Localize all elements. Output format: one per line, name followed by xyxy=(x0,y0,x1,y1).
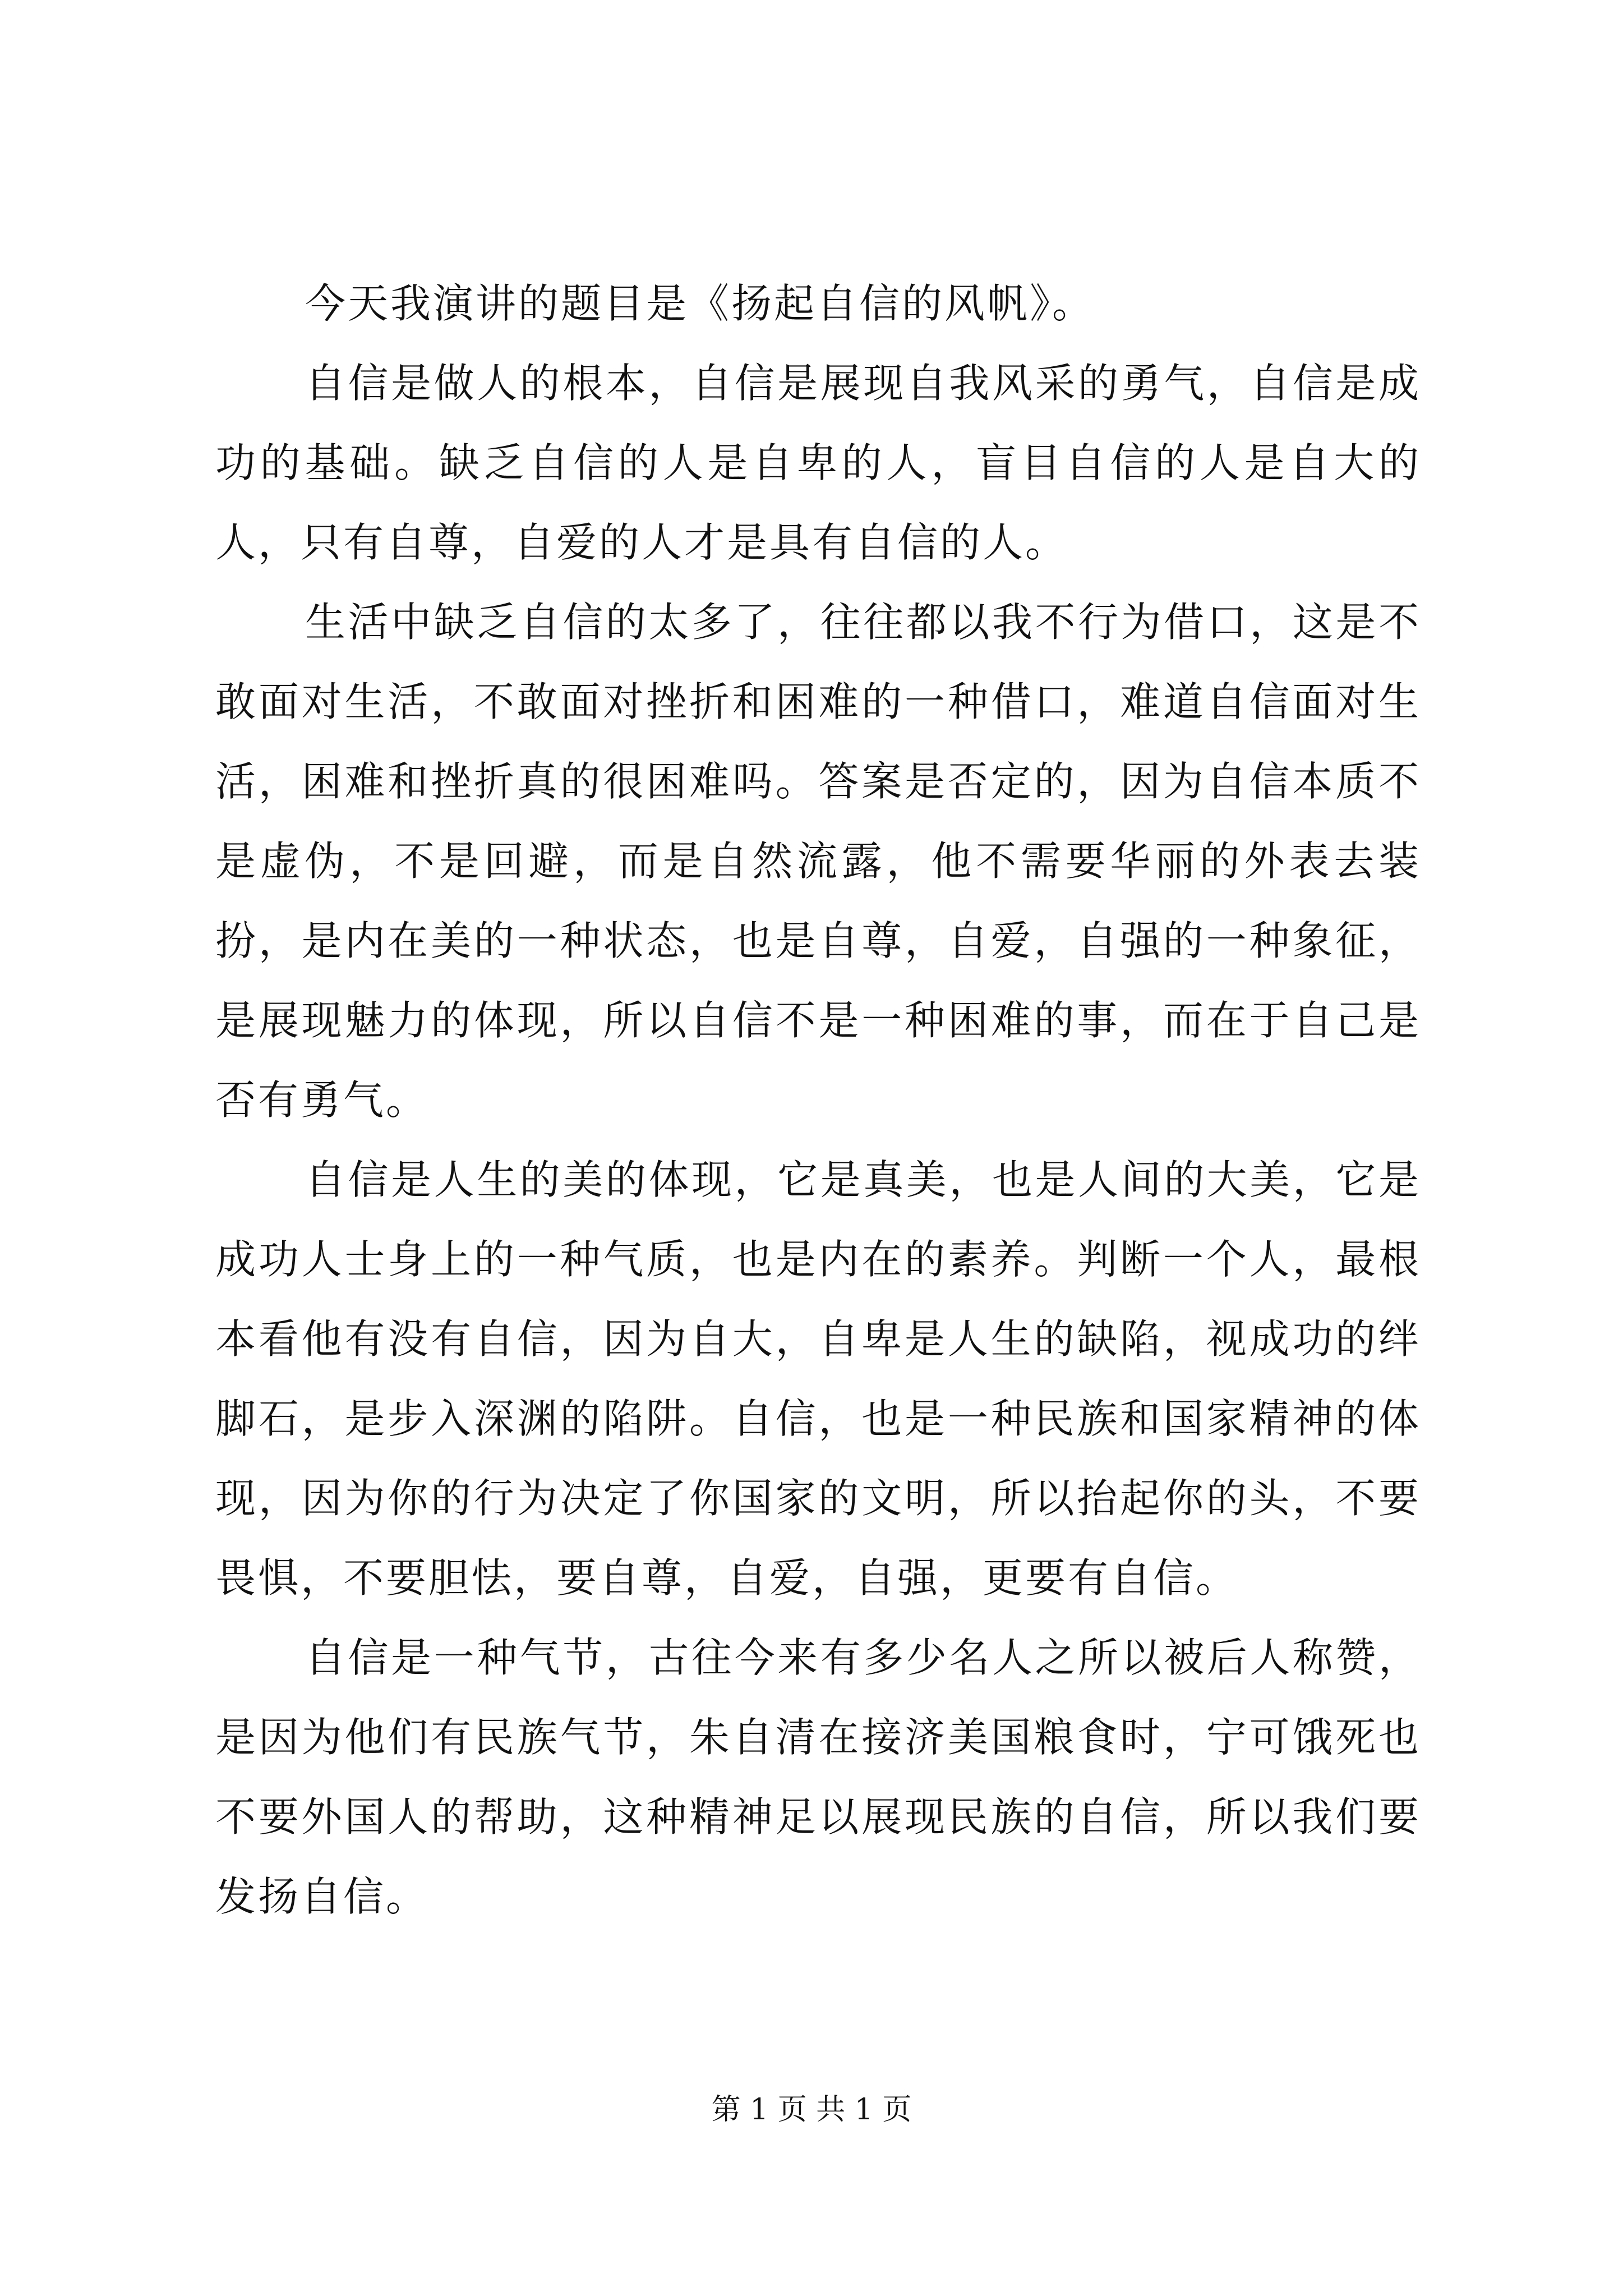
paragraph-confidence-beauty: 自信是人生的美的体现，它是真美，也是人间的大美，它是成功人士身上的一种气质，也是内在的素养。判断一个人，最根本看他有没有自信，因为自大，自卑是人生的缺陷，视成功的绊脚石，是步入深渊的陷阱。自信，也是一种民族和国家精神的体现，因为你的行为决定了你国家的文明，所以抬起你的头，不要畏惧，不要胆怯，要自尊，自爱，自强，更要有自信。 xyxy=(215,1156,1421,1602)
document-body xyxy=(215,264,1421,1936)
paragraph-title-intro: 今天我演讲的题目是《扬起自信的风帆》。 xyxy=(305,280,1095,327)
paragraph-confidence-integrity: 自信是一种气节，古往今来有多少名人之所以被后人称赞，是因为他们有民族气节，朱自清在接济美国粮食时，宁可饿死也不要外国人的帮助，这种精神足以展现民族的自信，所以我们要发扬自信。 xyxy=(215,1634,1421,1920)
page-number-footer: 第 1 页 共 1 页 xyxy=(711,2093,912,2127)
paragraph-lack-of-confidence: 生活中缺乏自信的太多了，往往都以我不行为借口，这是不敢面对生活，不敢面对挫折和困难的一种借口，难道自信面对生活，困难和挫折真的很困难吗。答案是否定的，因为自信本质不是虚伪，不是回避，而是自然流露，他不需要华丽的外表去装扮，是内在美的一种状态，也是自尊，自爱，自强的一种象征，是展现魅力的体现，所以自信不是一种困难的事，而在于自己是否有勇气。 xyxy=(215,599,1421,1124)
paragraph-confidence-foundation: 自信是做人的根本，自信是展现自我风采的勇气，自信是成功的基础。缺乏自信的人是自卑的人，盲目自信的人是自大的人，只有自尊，自爱的人才是具有自信的人。 xyxy=(215,360,1421,566)
